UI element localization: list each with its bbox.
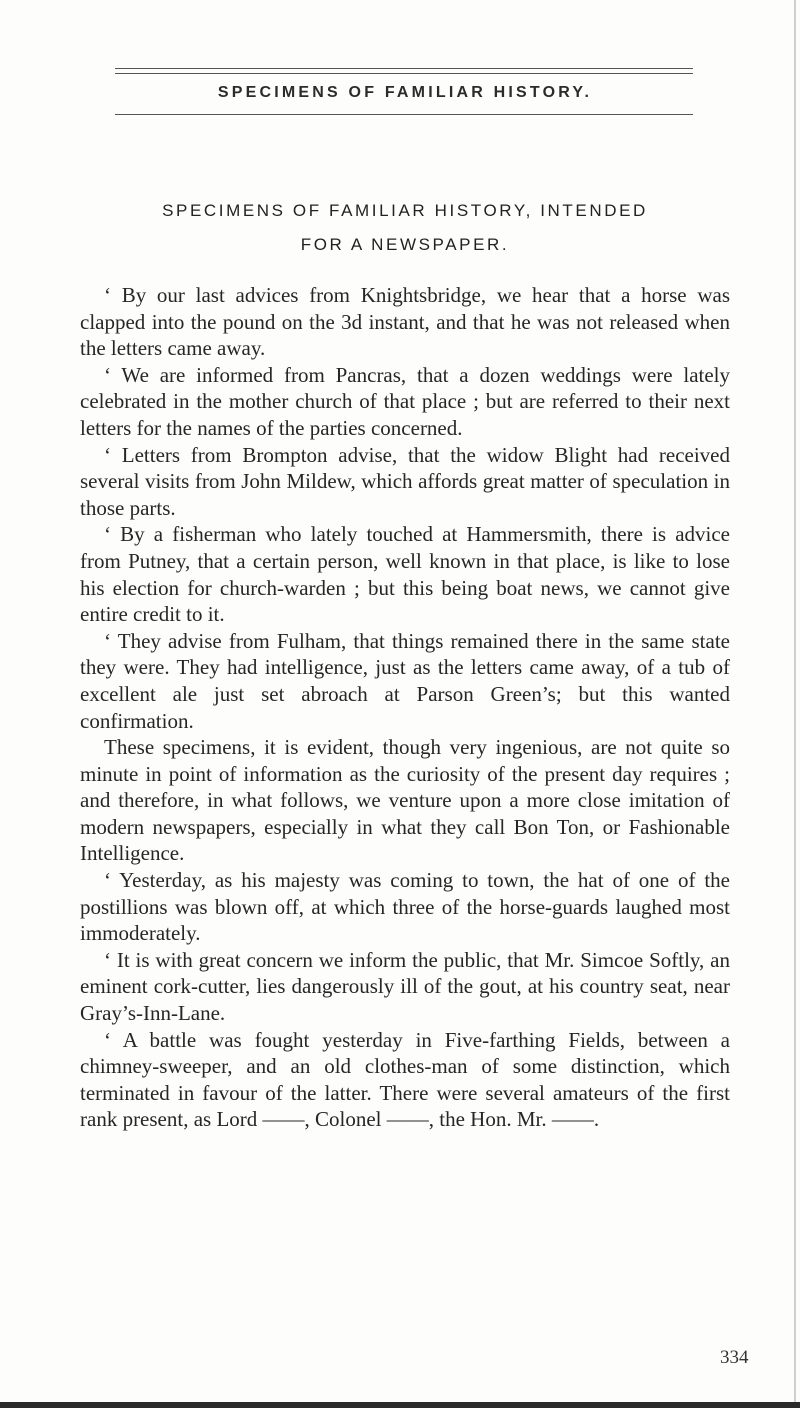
header-rule-top bbox=[115, 68, 693, 69]
paragraph-fulham: ‘ They advise from Fulham, that things remained there in the same state they were. They had intelligence, just as the letters came away, of a tub of excellent ale just set abroach at Parson Green’s; but this wanted confirmation. bbox=[80, 628, 730, 733]
paragraph-pancras: ‘ We are informed from Pancras, that a dozen weddings were lately celebrated in the mother church of that place ; but are referred to their next letters for the names of the parties concerned. bbox=[80, 362, 730, 440]
article-title-line-2: FOR A NEWSPAPER. bbox=[300, 235, 510, 254]
paragraph-battle: ‘ A battle was fought yesterday in Five-farthing Fields, between a chimney-sweeper, and an old clothes-man of some distinction, which terminated in favour of the latter. There were several amateurs of the first rank present, as Lord ——, Colonel ——, the Hon. Mr. ——. bbox=[80, 1027, 730, 1132]
paragraph-simcoe-softly: ‘ It is with great concern we inform the public, that Mr. Simcoe Softly, an eminent cork-cutter, lies dangerously ill of the gout, at his country seat, near Gray’s-Inn-Lane. bbox=[80, 947, 730, 1026]
paragraph-hammersmith: ‘ By a fisherman who lately touched at Hammersmith, there is advice from Putney, that a certain person, well known in that place, is like to lose his election for church-warden ; but this being boat news, we cannot give entire credit to it. bbox=[80, 522, 730, 627]
paragraph-brompton: ‘ Letters from Brompton advise, that the widow Blight had received several visits from John Mildew, which affords great matter of speculation in those parts. bbox=[80, 442, 730, 520]
paragraph-specimens-commentary: These specimens, it is evident, though very ingenious, are not quite so minute in point of information as the curiosity of the present day requires ; and therefore, in what follows, we venture upon a more close imitation of modern newspapers, especially in what they call Bon Ton, or Fashionable Intelligence. bbox=[80, 735, 730, 866]
header-rule-top-inner bbox=[115, 73, 693, 74]
running-head: SPECIMENS OF FAMILIAR HISTORY. bbox=[217, 84, 593, 101]
page-edge-right bbox=[794, 0, 796, 1408]
header-rule-bottom bbox=[115, 114, 693, 115]
paragraph-postillion-hat: ‘ Yesterday, as his majesty was coming to town, the hat of one of the postillions was blown off, at which three of the horse-guards laughed most immoderately. bbox=[80, 868, 730, 946]
article-body bbox=[80, 282, 730, 1133]
page-number: 334 bbox=[720, 1347, 749, 1368]
article-title-line-1: SPECIMENS OF FAMILIAR HISTORY, INTENDED bbox=[162, 201, 648, 220]
page-edge-bottom bbox=[0, 1402, 800, 1408]
paragraph-knightsbridge: ‘ By our last advices from Knightsbridge, we hear that a horse was clapped into the pound on the 3d instant, and that he was not released when the letters came away. bbox=[80, 283, 730, 361]
